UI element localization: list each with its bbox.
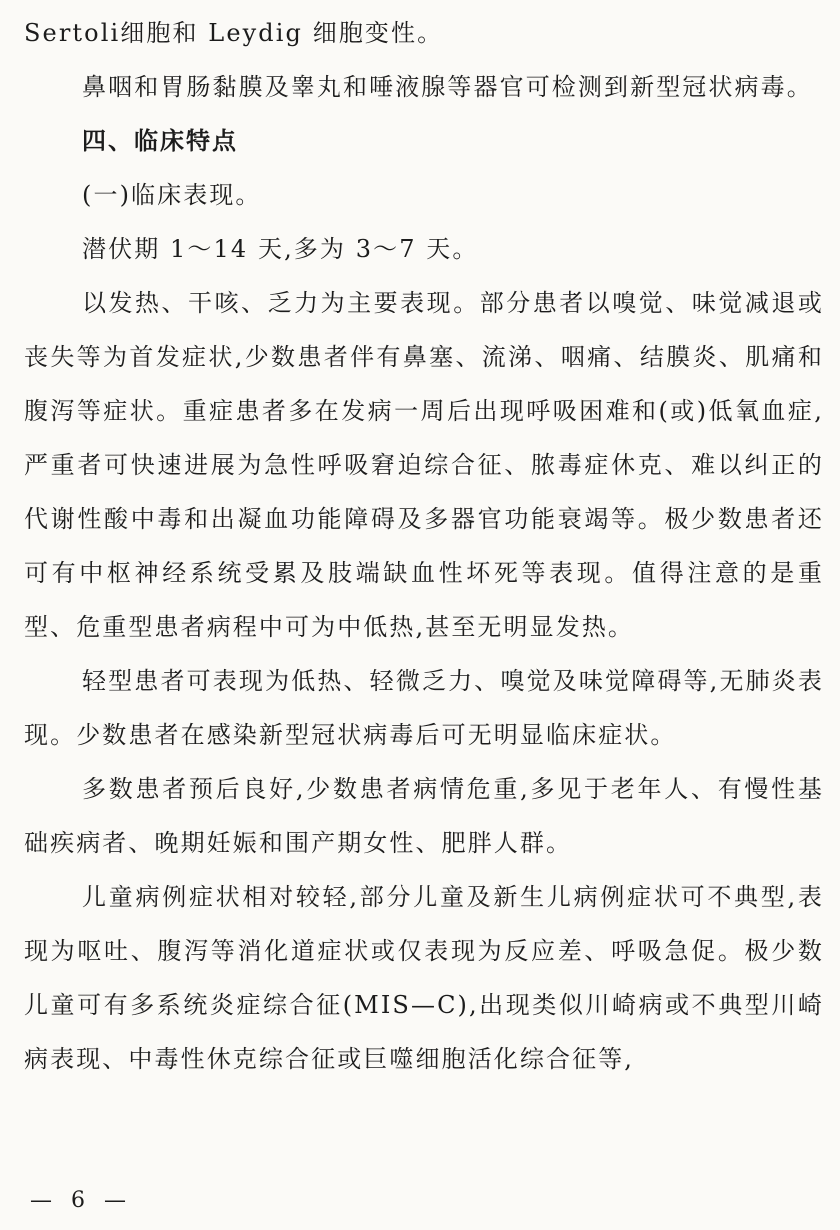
paragraph-children: 儿童病例症状相对较轻,部分儿童及新生儿病例症状可不典型,表现为呕吐、腹泻等消化道症状或仅表现为反应差、呼吸急促。极少数儿童可有多系统炎症综合征(MIS—C),出现类似川崎病或不典型川崎病表现、中毒性休克综合征或巨噬细胞活化综合征等, — [24, 883, 824, 1073]
section-heading: 四、临床特点 — [82, 127, 238, 155]
paragraph-prognosis: 多数患者预后良好,少数患者病情危重,多见于老年人、有慢性基础疾病者、晚期妊娠和围产期女性、肥胖人群。 — [24, 775, 824, 857]
subsection-heading: (一)临床表现。 — [82, 181, 262, 209]
paragraph-incubation: 潜伏期 1～14 天,多为 3～7 天。 — [82, 235, 479, 263]
paragraph-continuation: Sertoli细胞和 Leydig 细胞变性。 — [24, 19, 444, 47]
paragraph-main-symptoms: 以发热、干咳、乏力为主要表现。部分患者以嗅觉、味觉减退或丧失等为首发症状,少数患者伴有鼻塞、流涕、咽痛、结膜炎、肌痛和腹泻等症状。重症患者多在发病一周后出现呼吸困难和(或)低氧血症,严重者可快速进展为急性呼吸窘迫综合征、脓毒症休克、难以纠正的代谢性酸中毒和出凝血功能障碍及多器官功能衰竭等。极少数患者还可有中枢神经系统受累及肢端缺血性坏死等表现。值得注意的是重型、危重型患者病程中可为中低热,甚至无明显发热。 — [24, 289, 824, 641]
page-number: — 6 — — [30, 1188, 132, 1213]
paragraph-mild-cases: 轻型患者可表现为低热、轻微乏力、嗅觉及味觉障碍等,无肺炎表现。少数患者在感染新型冠状病毒后可无明显临床症状。 — [24, 667, 824, 749]
body-text — [24, 6, 824, 1086]
paragraph-virus-detection: 鼻咽和胃肠黏膜及睾丸和唾液腺等器官可检测到新型冠状病毒。 — [82, 73, 813, 101]
